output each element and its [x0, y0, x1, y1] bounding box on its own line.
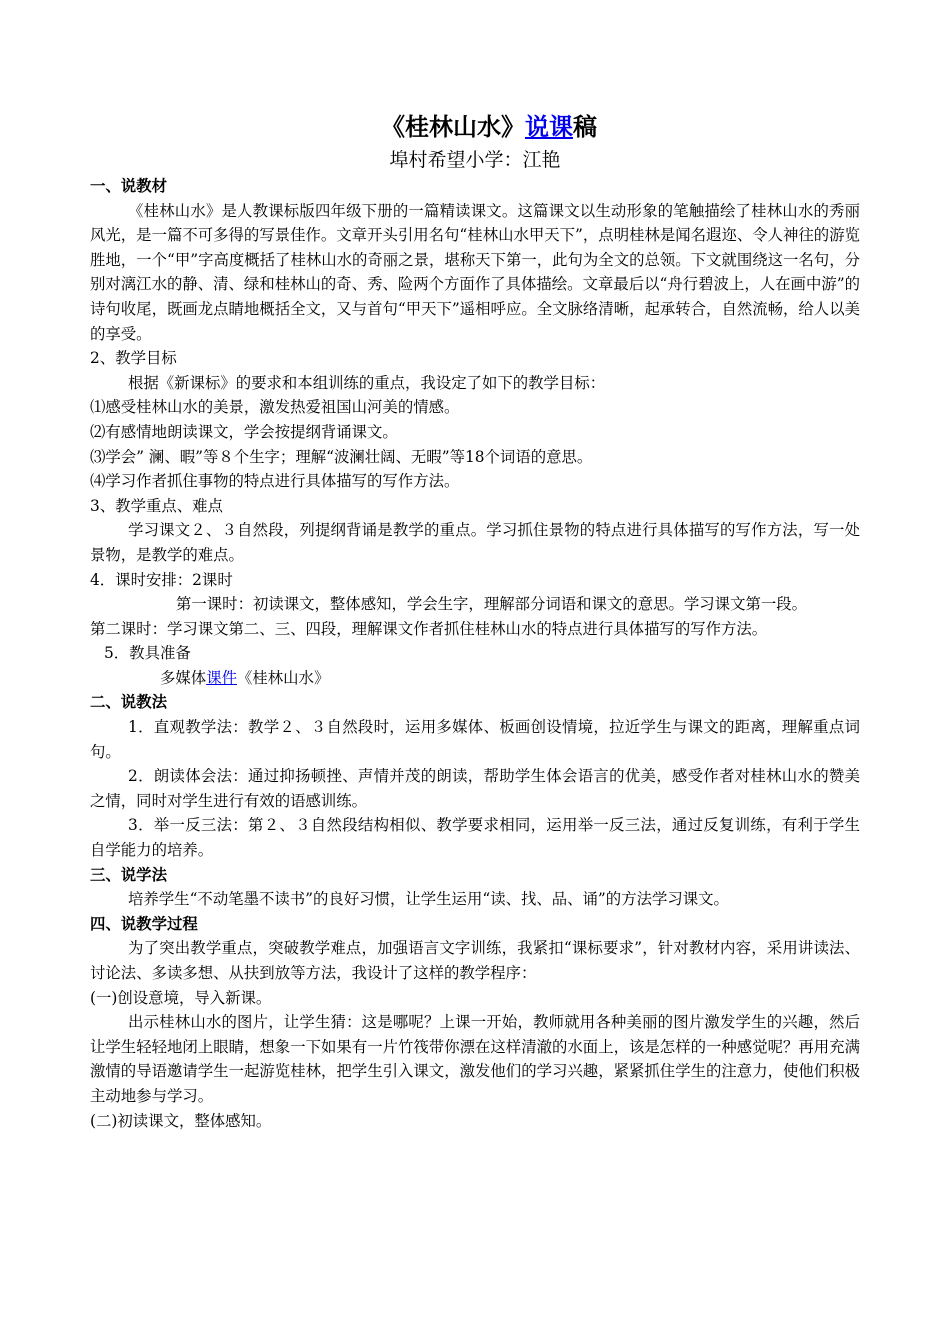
- courseware-link[interactable]: 课件: [206, 668, 237, 687]
- tools-heading: 5．教具准备: [104, 644, 191, 663]
- title-link-shuoke[interactable]: 说课: [525, 113, 573, 141]
- goal-item: ⑴感受桂林山水的美景，激发热爱祖国山河美的情感。: [90, 398, 460, 417]
- key-text: 学习课文２、３自然段，列提纲背诵是教学的重点。学习抓住景物的特点进行具体描写的写作方法，写一处景物，是教学的难点。: [90, 521, 860, 564]
- document-page: [90, 110, 860, 1133]
- goal-item: ⑵有感情地朗读课文，学会按提纲背诵课文。: [90, 422, 398, 441]
- author-line: 埠村希望小学：江艳: [389, 149, 561, 171]
- title-text: 《桂林山水》: [381, 113, 525, 141]
- section4-intro: 为了突出教学重点，突破教学难点，加强语言文字训练，我紧扣“课标要求”，针对教材内容，采用讲读法、讨论法、多读多想、从扶到放等方法，我设计了这样的教学程序：: [90, 939, 860, 982]
- hours-heading: 4．课时安排：2课时: [90, 570, 233, 589]
- tools-text: 多媒体: [160, 668, 207, 687]
- tools-line: [90, 666, 860, 691]
- goals-heading: 2、教学目标: [90, 349, 177, 368]
- goal-item: ⑷学习作者抓住事物的特点进行具体描写的写作方法。: [90, 472, 460, 491]
- step2-heading: (二)初读课文，整体感知。: [90, 1111, 272, 1130]
- section3-heading: 三、说学法: [90, 865, 167, 884]
- goal-item: ⑶学会” 澜、暇”等８个生字；理解“波澜壮阔、无暇”等18个词语的意思。: [90, 447, 593, 466]
- key-heading: 3、教学重点、难点: [90, 496, 223, 515]
- title-suffix: 稿: [573, 113, 597, 141]
- hours-first: 第一课时：初读课文，整体感知，学会生字，理解部分词语和课文的意思。学习课文第一段。: [176, 595, 808, 614]
- step1-heading: (一)创设意境，导入新课。: [90, 988, 272, 1007]
- hours-second: 第二课时：学习课文第二、三、四段，理解课文作者抓住桂林山水的特点进行具体描写的写作方法。: [90, 619, 768, 638]
- method-item: 3．举一反三法：第２、３自然段结构相似、教学要求相同，运用举一反三法，通过反复训练，有利于学生自学能力的培养。: [90, 816, 860, 860]
- section2-heading: 二、说教法: [90, 693, 167, 712]
- section1-heading: 一、说教材: [90, 177, 167, 195]
- document-title: [90, 110, 860, 144]
- section4-heading: 四、说教学过程: [90, 914, 198, 933]
- method-item: 2．朗读体会法：通过抑扬顿挫、声情并茂的朗读，帮助学生体会语言的优美，感受作者对桂林山水的赞美之情，同时对学生进行有效的语感训练。: [90, 767, 860, 810]
- method-item: 1．直观教学法：教学２、３自然段时，运用多媒体、板画创设情境，拉近学生与课文的距离，理解重点词句。: [90, 718, 860, 761]
- section3-text: 培养学生“不动笔墨不读书”的良好习惯，让学生运用“读、找、品、诵”的方法学习课文。: [128, 890, 729, 909]
- tools-title: 《桂林山水》: [236, 668, 330, 687]
- goals-intro: 根据《新课标》的要求和本组训练的重点，我设定了如下的教学目标：: [128, 373, 606, 392]
- step1-text: 出示桂林山水的图片，让学生猜：这是哪呢？上课一开始，教师就用各种美丽的图片激发学生的兴趣，然后让学生轻轻地闭上眼睛，想象一下如果有一片竹筏带你漂在这样清澈的水面上，该是怎样的一种感觉呢？再用充满激情的导语邀请学生一起游览桂林，把学生引入课文，激发他们的学习兴趣，紧紧抓住学生的注意力，使他们积极主动地参与学习。: [90, 1013, 860, 1105]
- section1-intro: 《桂林山水》是人教课标版四年级下册的一篇精读课文。这篇课文以生动形象的笔触描绘了桂林山水的秀丽风光，是一篇不可多得的写景佳作。文章开头引用名句“桂林山水甲天下”，点明桂林是闻名遐迩、令人神往的游览胜地，一个“甲”字高度概括了桂林山水的奇丽之景，堪称天下第一，此句为全文的总领。下文就围绕这一名句，分别对漓江水的静、清、绿和桂林山的奇、秀、险两个方面作了具体描绘。文章最后以“舟行碧波上，人在画中游”的诗句收尾，既画龙点睛地概括全文，又与首句“甲天下”遥相呼应。全文脉络清晰，起承转合，自然流畅，给人以美的享受。: [90, 201, 860, 343]
